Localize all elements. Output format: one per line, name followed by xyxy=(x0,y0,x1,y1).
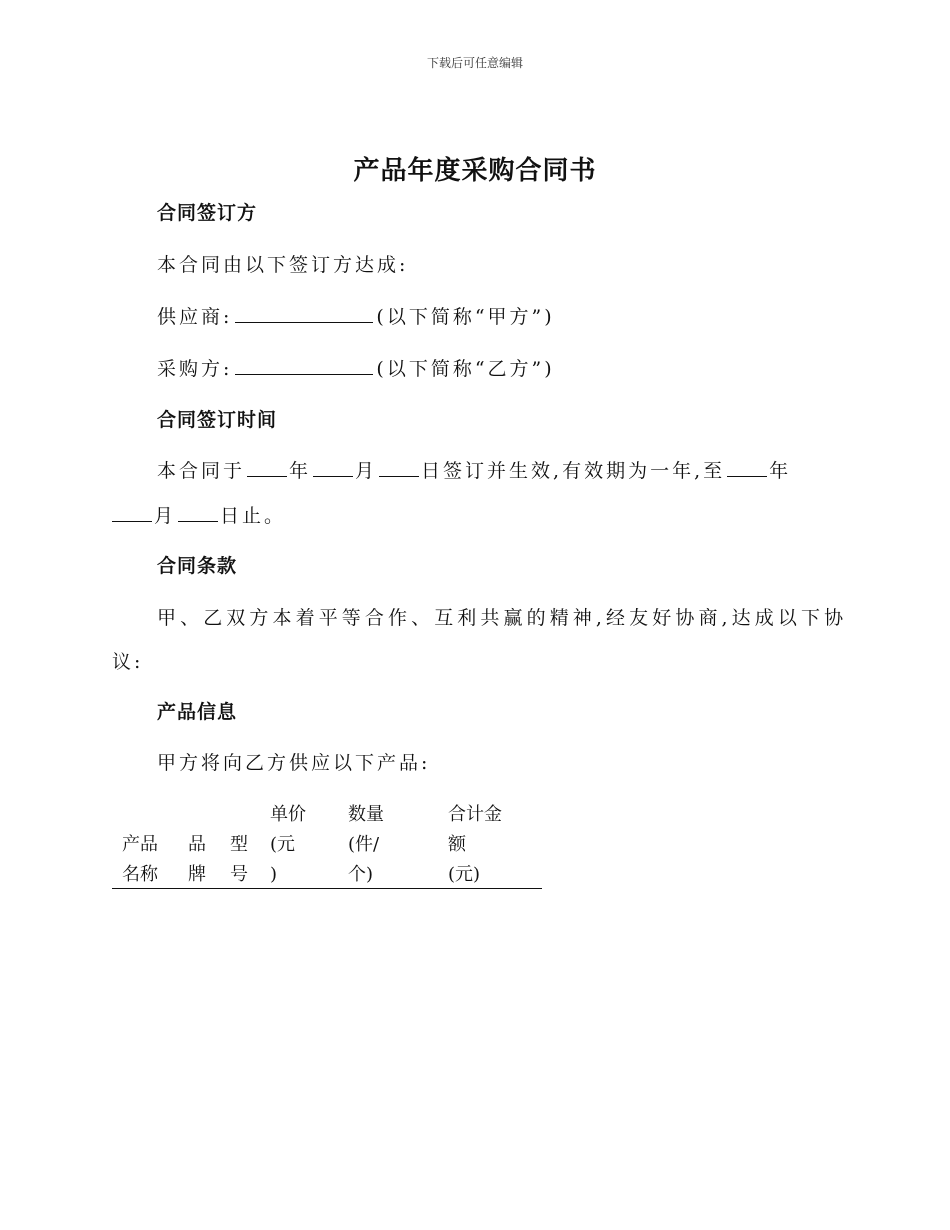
end-day-blank[interactable] xyxy=(178,503,218,522)
month-blank[interactable] xyxy=(313,458,353,477)
column-line: 产品 xyxy=(122,834,158,855)
heading-product-info: 产品信息 xyxy=(157,701,238,723)
supplier-label: 供应商: xyxy=(157,306,233,328)
column-model xyxy=(230,800,248,890)
column-unit-price xyxy=(270,800,306,890)
year-label: 年 xyxy=(289,460,312,482)
column-brand xyxy=(188,800,206,890)
column-line: (件/ xyxy=(348,834,380,855)
product-table xyxy=(112,800,542,889)
day-blank[interactable] xyxy=(379,458,419,477)
column-line: ) xyxy=(270,864,278,885)
signing-time-line2 xyxy=(112,501,842,528)
signatories-intro: 本合同由以下签订方达成: xyxy=(157,254,409,276)
column-line: 名称 xyxy=(122,864,158,885)
terms-line2: 议: xyxy=(112,651,144,673)
buyer-blank[interactable] xyxy=(235,356,373,375)
column-line: 额 xyxy=(448,834,466,855)
terms-line1: 甲、乙双方本着平等合作、互利共赢的精神,经友好协商,达成以下协 xyxy=(157,607,848,629)
column-line: 品 xyxy=(188,834,206,855)
buyer-line xyxy=(157,354,555,381)
supplier-blank[interactable] xyxy=(235,304,373,323)
column-line: (元) xyxy=(448,864,481,885)
column-product-name xyxy=(122,800,158,890)
heading-terms: 合同条款 xyxy=(157,555,238,577)
product-info-intro: 甲方将向乙方供应以下产品: xyxy=(157,752,431,774)
signing-prefix: 本合同于 xyxy=(157,460,246,482)
column-line xyxy=(122,800,158,830)
column-line: 单价 xyxy=(270,804,306,825)
end-month-label: 月 xyxy=(154,505,177,527)
header-note: 下载后可任意编辑 xyxy=(426,56,523,70)
column-line: 牌 xyxy=(188,864,206,885)
end-text: 日止。 xyxy=(220,505,287,527)
supplier-suffix: (以下简称“甲方”) xyxy=(376,306,555,328)
column-line xyxy=(230,800,248,830)
document-title: 产品年度采购合同书 xyxy=(353,156,597,186)
signed-text: 日签订并生效,有效期为一年,至 xyxy=(421,460,726,482)
column-line: 型 xyxy=(230,834,248,855)
column-quantity xyxy=(348,800,384,890)
end-month-blank[interactable] xyxy=(112,503,152,522)
signing-time-line1 xyxy=(157,456,791,483)
column-line: (元 xyxy=(270,834,296,855)
column-line: 数量 xyxy=(348,804,384,825)
end-year-label: 年 xyxy=(769,460,792,482)
column-total-amount xyxy=(448,800,502,890)
column-line: 号 xyxy=(230,864,248,885)
column-line xyxy=(188,800,206,830)
heading-signatories: 合同签订方 xyxy=(157,202,258,224)
month-label: 月 xyxy=(355,460,378,482)
heading-signing-time: 合同签订时间 xyxy=(157,409,278,431)
supplier-line xyxy=(157,302,555,329)
column-line: 个) xyxy=(348,864,374,885)
year-blank[interactable] xyxy=(247,458,287,477)
column-line: 合计金 xyxy=(448,804,502,825)
end-year-blank[interactable] xyxy=(727,458,767,477)
buyer-suffix: (以下简称“乙方”) xyxy=(376,358,555,380)
buyer-label: 采购方: xyxy=(157,358,233,380)
